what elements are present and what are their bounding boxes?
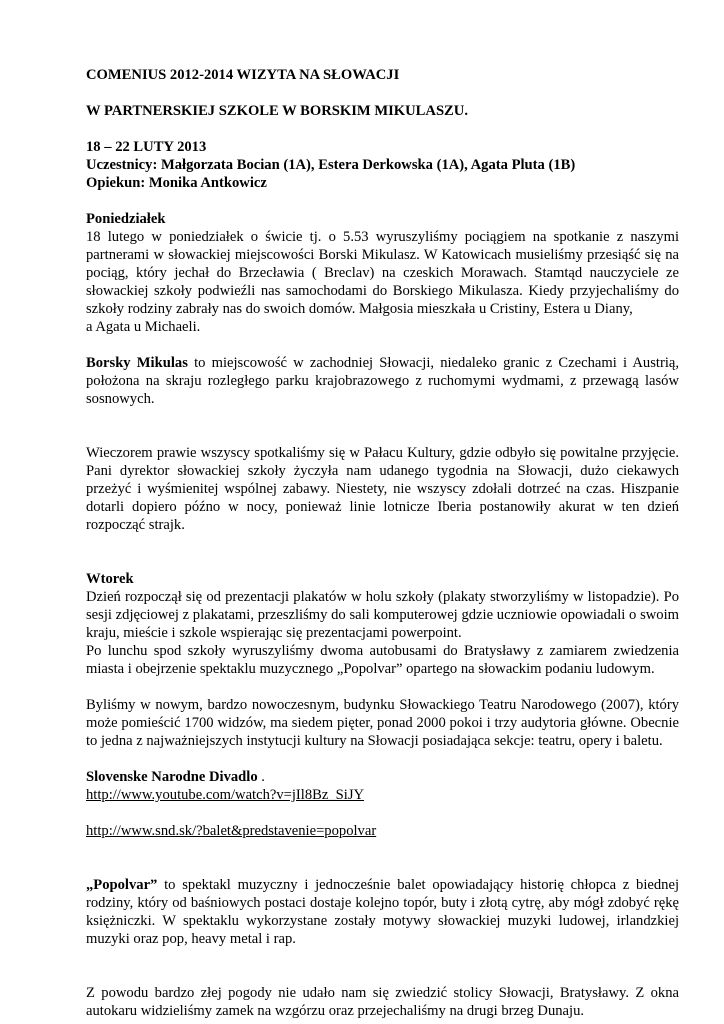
popolvar-paragraph: [86, 876, 679, 948]
tuesday-heading: Wtorek: [86, 571, 134, 587]
document-title: COMENIUS 2012-2014 WIZYTA NA SŁOWACJI: [86, 67, 400, 83]
borsky-paragraph: [86, 354, 679, 408]
trip-date: 18 – 22 LUTY 2013: [86, 139, 207, 155]
monday-paragraph-1: 18 lutego w poniedziałek o świcie tj. o 5.53 wyruszyliśmy pociągiem na spotkanie z naszymi partnerami w słowackiej miejscowości Borski Mikulasz. W Katowicach musieliśmy przesiąść się na pociąg, który jechał do Brzecławia ( Breclav) na czeskich Morawach. Stamtąd nauczyciele ze słowackiej szkoły podwieźli nas samochodami do Borskiego Mikulasza. Kiedy przyjechaliśmy do szkoły rodziny zabrały nas do swoich domów. Małgosia mieszkała u Cristiny, Estera u Diany,: [86, 229, 679, 317]
snd-link[interactable]: http://www.snd.sk/?balet&predstavenie=popolvar: [86, 823, 377, 839]
monday-paragraph-1-last: a Agata u Michaeli.: [86, 319, 201, 335]
weather-paragraph: Z powodu bardzo złej pogody nie udało nam się zwiedzić stolicy Słowacji, Bratysławy. Z okna autokaru widzieliśmy zamek na wzgórzu oraz przejechaliśmy na drugi brzeg Dunaju.: [86, 985, 679, 1019]
popolvar-term: „Popolvar”: [86, 877, 158, 893]
popolvar-description: to spektakl muzyczny i jednocześnie balet opowiadający historię chłopca z biednej rodziny, który od baśniowych postaci dostaje kolejno topór, buty i złotą cytrę, aby mógł zdobyć rękę księżniczki. W spektaklu wykorzystane zostały motywy słowackiej muzyki ludowej, irlandzkiej muzyki oraz pop, heavy metal i rap.: [86, 877, 679, 947]
participants-line: Uczestnicy: Małgorzata Bocian (1A), Estera Derkowska (1A), Agata Pluta (1B): [86, 157, 576, 173]
document-page: [86, 66, 679, 1020]
guardian-line: Opiekun: Monika Antkowicz: [86, 175, 267, 191]
theatre-name-line: [86, 768, 679, 786]
monday-heading: Poniedziałek: [86, 211, 166, 227]
theatre-name-suffix: .: [257, 769, 265, 785]
document-subtitle: W PARTNERSKIEJ SZKOLE W BORSKIM MIKULASZU.: [86, 103, 468, 119]
borsky-description: to miejscowość w zachodniej Słowacji, niedaleko granic z Czechami i Austrią, położona na skraju rozległego parku krajobrazowego z ruchomymi wydmami, z przewagą lasów sosnowych.: [86, 355, 680, 407]
borsky-term: Borsky Mikulas: [86, 355, 188, 371]
monday-evening-paragraph: Wieczorem prawie wszyscy spotkaliśmy się w Pałacu Kultury, gdzie odbyło się powitalne przyjęcie. Pani dyrektor słowackiej szkoły życzyła nam udanego tygodnia na Słowacji, dużo ciekawych przeżyć i wyśmienitej wspólnej zabawy. Niestety, nie wszyscy zdołali dotrzeć na czas. Hiszpanie dotarli dopiero późno w nocy, ponieważ linie lotnicze Iberia postanowiły akurat w ten dzień rozpocząć strajk.: [86, 445, 679, 533]
tuesday-paragraph-1: Dzień rozpoczął się od prezentacji plakatów w holu szkoły (plakaty stworzyliśmy w listopadzie). Po sesji zdjęciowej z plakatami, przeszliśmy do sali komputerowej gdzie uczniowie opowiadali o swoim kraju, mieście i szkole wspierając się prezentacjami powerpoint.: [86, 589, 679, 641]
theatre-name: Slovenske Narodne Divadlo: [86, 769, 258, 785]
youtube-link[interactable]: http://www.youtube.com/watch?v=jIl8Bz_SiJY: [86, 787, 365, 803]
tuesday-paragraph-2: Po lunchu spod szkoły wyruszyliśmy dwoma autobusami do Bratysławy z zamiarem zwiedzenia miasta i obejrzenie spektaklu muzycznego „Popolvar” opartego na słowackim podaniu ludowym.: [86, 643, 679, 677]
theatre-paragraph: Byliśmy w nowym, bardzo nowoczesnym, budynku Słowackiego Teatru Narodowego (2007), który może pomieścić 1700 widzów, ma siedem pięter, ponad 2000 pokoi i trzy audytoria główne. Obecnie to jedna z najważniejszych instytucji kultury na Słowacji posiadająca sekcje: teatru, opery i baletu.: [86, 697, 679, 749]
